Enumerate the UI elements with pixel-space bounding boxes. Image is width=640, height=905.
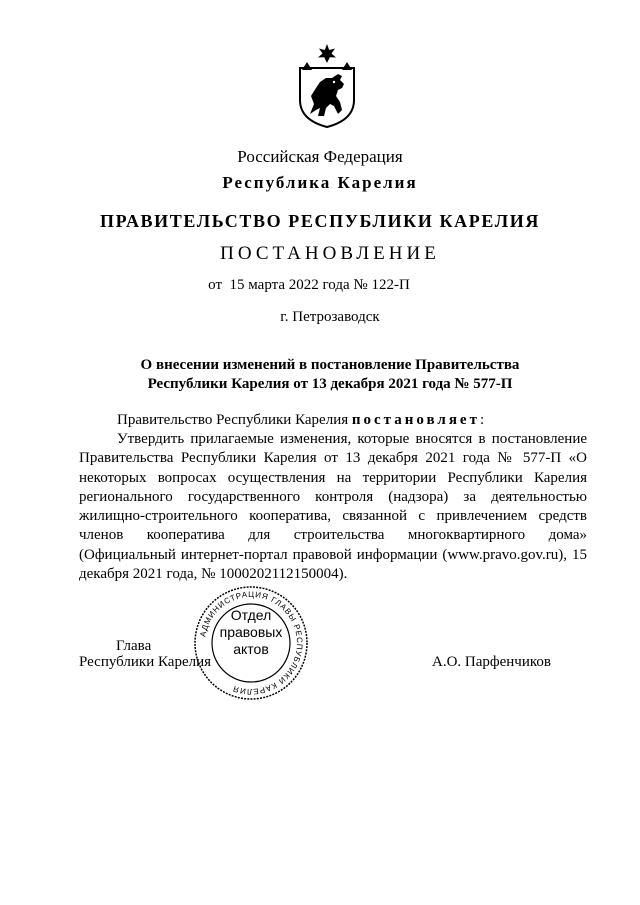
stamp-center-text — [207, 607, 295, 658]
intro-subject: Правительство Республики Карелия — [117, 412, 349, 428]
intro-line — [117, 412, 484, 429]
intro-action: постановляет — [351, 412, 480, 428]
signatory-name: А.О. Парфенчиков — [432, 654, 551, 670]
document-title-line-2: Республики Карелия от 13 декабря 2021 года № 577-П — [147, 376, 513, 392]
document-type: ПОСТАНОВЛЕНИЕ — [220, 243, 440, 264]
document-title — [10, 356, 640, 394]
stamp-line-3: актов — [233, 641, 269, 657]
signatory-title-line-2: Республики Карелия — [79, 654, 212, 670]
intro-colon: : — [479, 412, 485, 428]
document-title-line-1: О внесении изменений в постановление Правительства — [140, 357, 520, 373]
body-paragraph: Утвердить прилагаемые изменения, которые вносятся в постановление Правительства Республики Карелия от 13 декабря 2021 года № 577-П «О некоторых вопросах осуществления на территории Республики Карелия регионального государственного контроля (надзора) за деятельностью жилищно-строительного кооператива, связанной с привлечением средств членов кооператива для строительства многоквартирного дома» (Официальный интернет-портал правовой информации (www.pravo.gov.ru), 15 декабря 2021 года, № 1000202112150004). — [79, 431, 587, 583]
government-name: ПРАВИТЕЛЬСТВО РЕСПУБЛИКИ КАРЕЛИЯ — [100, 211, 540, 231]
document-date-number: от 15 марта 2022 года № 122-П — [208, 277, 410, 293]
signatory-title-line-1: Глава — [116, 638, 152, 654]
stamp-line-1: Отдел — [230, 607, 272, 623]
country-name: Российская Федерация — [237, 147, 403, 166]
karelia-coat-of-arms-icon — [296, 44, 358, 128]
republic-name: Республика Карелия — [222, 173, 418, 192]
stamp-line-2: правовых — [219, 624, 283, 640]
document-city: г. Петрозаводск — [280, 309, 380, 325]
stamp-ring-text: АДМИНИСТРАЦИЯ ГЛАВЫ РЕСПУБЛИКИ КАРЕЛИЯ — [198, 589, 305, 697]
